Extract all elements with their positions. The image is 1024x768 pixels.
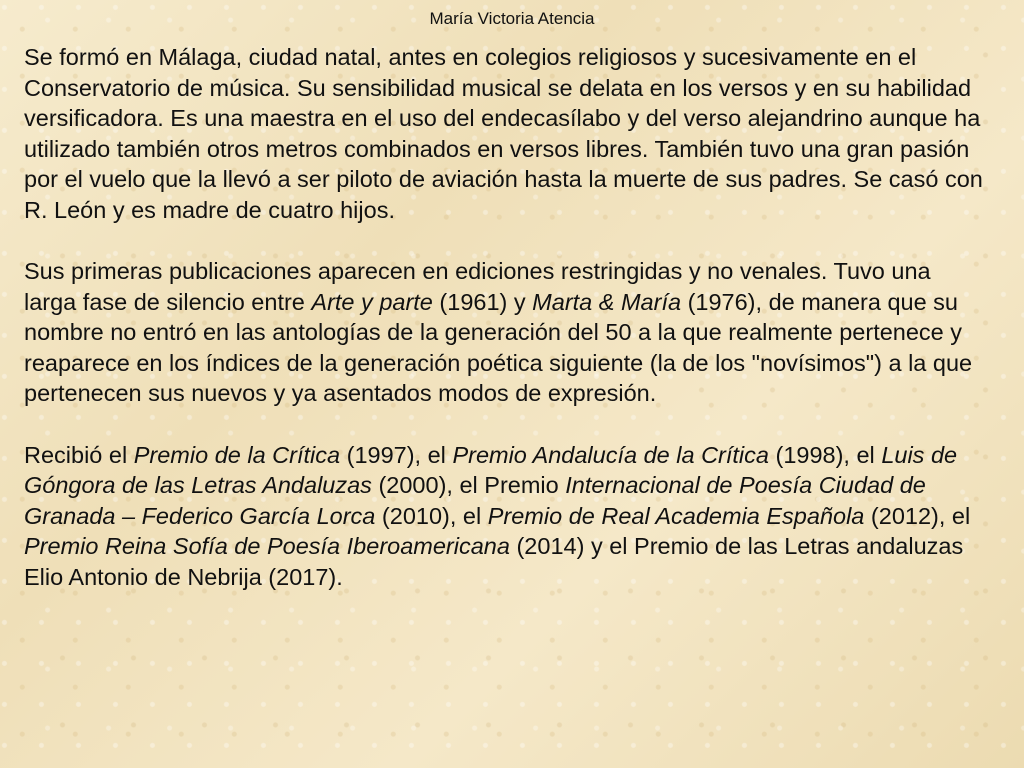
italic-title-text: Premio Reina Sofía de Poesía Iberoamericana: [24, 533, 510, 559]
paragraph-text: (2012), el: [864, 502, 971, 529]
paragraph-text: Sus primeras publicaciones aparecen en ediciones restringidas y no venales. Tuvo una larga fase de silencio entre: [24, 258, 931, 315]
italic-title-text: Marta & María: [532, 288, 682, 315]
italic-title-text: Internacional de Poesía Ciudad de Granada – Federico García Lorca: [24, 472, 926, 529]
paragraph-text: (2000), el Premio: [371, 472, 566, 498]
paragraph-awards: [24, 440, 984, 593]
slide-title: María Victoria Atencia: [429, 9, 595, 28]
paragraph-biography: [24, 42, 984, 225]
italic-title-text: Premio de Real Academia Española: [487, 502, 865, 529]
slide-body: [24, 42, 984, 623]
paragraph-text: (1998), el: [768, 441, 882, 468]
italic-title-text: Arte y parte: [311, 288, 433, 315]
paragraph-text: (2014) y el Premio de las Letras andaluzas Elio Antonio de Nebrija (2017).: [24, 533, 964, 590]
paragraph-text: (2010), el: [375, 502, 488, 529]
paragraph-publications: [24, 256, 984, 409]
paragraph-text: (1997), el: [340, 441, 453, 468]
paragraph-text: (1976), de manera que su nombre no entró en las antologías de la generación del 50 a la que realmente pertenece y reaparece en los índices de la generación poética siguiente (la de los "novísimos") a la que pertenecen sus nuevos y ya asentados modos de expresión.: [24, 288, 973, 406]
italic-title-text: Luis de Góngora de las Letras Andaluzas: [24, 441, 958, 498]
paragraph-text: Se formó en Málaga, ciudad natal, antes en colegios religiosos y sucesivamente en el Conservatorio de música. Su sensibilidad musical se delata en los versos y en su habilidad versificadora. Es una maestra en el uso del endecasílabo y del verso alejandrino aunque ha utilizado también otros metros combinados en versos libres. También tuvo una gran pasión por el vuelo que la llevó a ser piloto de aviación hasta la muerte de sus padres. Se casó con R. León y es madre de cuatro hijos.: [24, 44, 983, 223]
paragraph-text: (1961) y: [432, 288, 533, 315]
italic-title-text: Premio de la Crítica: [133, 441, 341, 468]
paragraph-text: Recibió el: [24, 441, 134, 468]
italic-title-text: Premio Andalucía de la Crítica: [452, 441, 769, 468]
